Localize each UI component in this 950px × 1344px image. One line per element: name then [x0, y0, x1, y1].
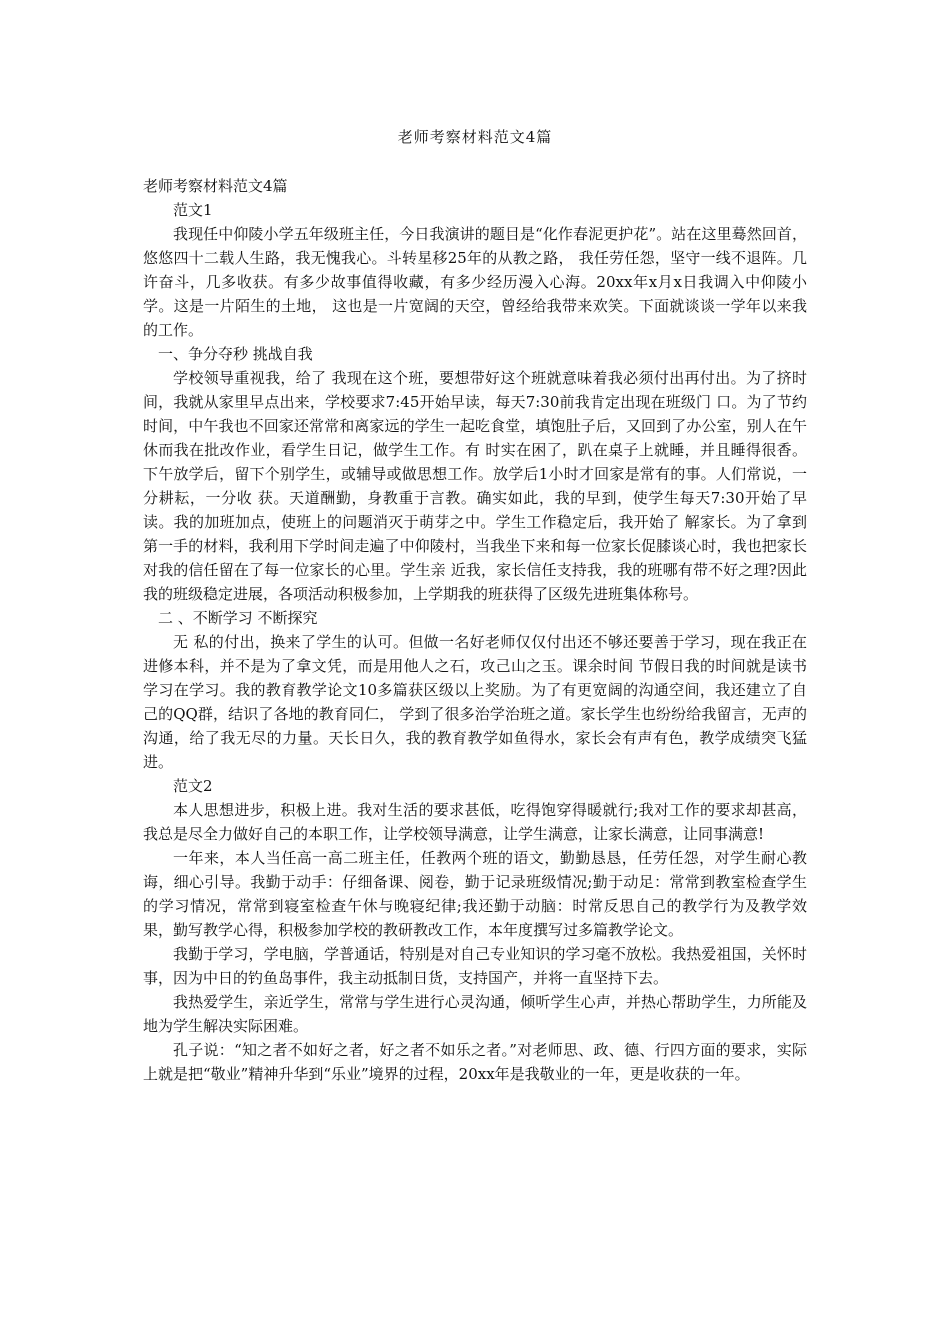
subsection-heading-1: 一、争分夺秒 挑战自我	[158, 345, 313, 363]
paragraph: 学校领导重视我，给了 我现在这个班，要想带好这个班就意味着我必须付出再付出。为了挤时间，我就从家里早点出来，学校要求7:45开始早读，每天7:30前我肯定出现在班级门 口。为了节约时间，中午我也不回家还常常和离家远的学生一起吃食堂，填饱肚子后，又回到了办公室，别人在午休而我在批改作业，看学生日记，做学生工作。有 时实在困了，趴在桌子上就睡，并且睡得很香。下午放学后，留下个别学生，或辅导或做思想工作。放学后1小时才回家是常有的事。人们常说，一分耕耘，一分收 获。天道酬勤，身教重于言教。确实如此，我的早到，使学生每天7:30开始了早读。我的加班加点，使班上的问题消灭于萌芽之中。学生工作稳定后，我开始了 解家长。为了拿到第一手的材料，我利用下学时间走遍了中仰陵村，当我坐下来和每一位家长促膝谈心时，我也把家长对我的信任留在了每一位家长的心里。学生亲 近我，家长信任支持我，我的班哪有带不好之理?因此我的班级稳定进展，各项活动积极参加，上学期我的班获得了区级先进班集体称号。	[143, 369, 807, 603]
document-subtitle: 老师考察材料范文4篇	[143, 177, 288, 195]
paragraph: 我勤于学习，学电脑，学普通话，特别是对自己专业知识的学习毫不放松。我热爱祖国，关怀时事，因为中日的钓鱼岛事件，我主动抵制日货，支持国产，并将一直坚持下去。	[143, 945, 807, 987]
section-heading-fanwen1: 范文1	[173, 201, 213, 219]
paragraph: 一年来，本人当任高一高二班主任，任教两个班的语文，勤勤恳恳，任劳任怨，对学生耐心教诲，细心引导。我勤于动手：仔细备课、阅卷，勤于记录班级情况;勤于动足：常常到教室检查学生的学习情况，常常到寝室检查午休与晚寝纪律;我还勤于动脑：时常反思自己的教学行为及教学效果，勤写教学心得，积极参加学校的教研教改工作，本年度撰写过多篇教学论文。	[143, 849, 807, 939]
paragraph: 我热爱学生，亲近学生，常常与学生进行心灵沟通，倾听学生心声，并热心帮助学生，力所能及地为学生解决实际困难。	[143, 993, 807, 1035]
document-body	[143, 174, 807, 1086]
paragraph: 我现任中仰陵小学五年级班主任，今日我演讲的题目是“化作春泥更护花”。站在这里蓦然回首，悠悠四十二载人生路，我无愧我心。斗转星移25年的从教之路， 我任劳任怨，坚守一线不退阵。几许奋斗，几多收获。有多少故事值得收藏，有多少经历漫入心海。20xx年x月x日我调入中仰陵小学。这是一片陌生的土地， 这也是一片宽阔的天空，曾经给我带来欢笑。下面就谈谈一学年以来我的工作。	[143, 225, 807, 339]
section-heading-fanwen2: 范文2	[173, 777, 213, 795]
subsection-heading-2: 二 、不断学习 不断探究	[158, 609, 318, 627]
paragraph: 本人思想进步，积极上进。我对生活的要求甚低，吃得饱穿得暖就行;我对工作的要求却甚高，我总是尽全力做好自己的本职工作，让学校领导满意，让学生满意，让家长满意，让同事满意!	[143, 801, 807, 843]
paragraph: 无 私的付出，换来了学生的认可。但做一名好老师仅仅付出还不够还要善于学习，现在我正在进修本科，并不是为了拿文凭，而是用他人之石，攻己山之玉。课余时间 节假日我的时间就是读书学习在学习。我的教育教学论文10多篇获区级以上奖励。为了有更宽阔的沟通空间，我还建立了自己的QQ群，结识了各地的教育同仁， 学到了很多治学治班之道。家长学生也纷纷给我留言，无声的沟通，给了我无尽的力量。天长日久，我的教育教学如鱼得水，家长会有声有色，教学成绩突飞猛进。	[143, 633, 807, 771]
paragraph: 孔子说：“知之者不如好之者，好之者不如乐之者。”对老师思、政、德、行四方面的要求，实际上就是把“敬业”精神升华到“乐业”境界的过程，20xx年是我敬业的一年，更是收获的一年。	[143, 1041, 807, 1083]
document-title: 老师考察材料范文4篇	[397, 128, 553, 146]
